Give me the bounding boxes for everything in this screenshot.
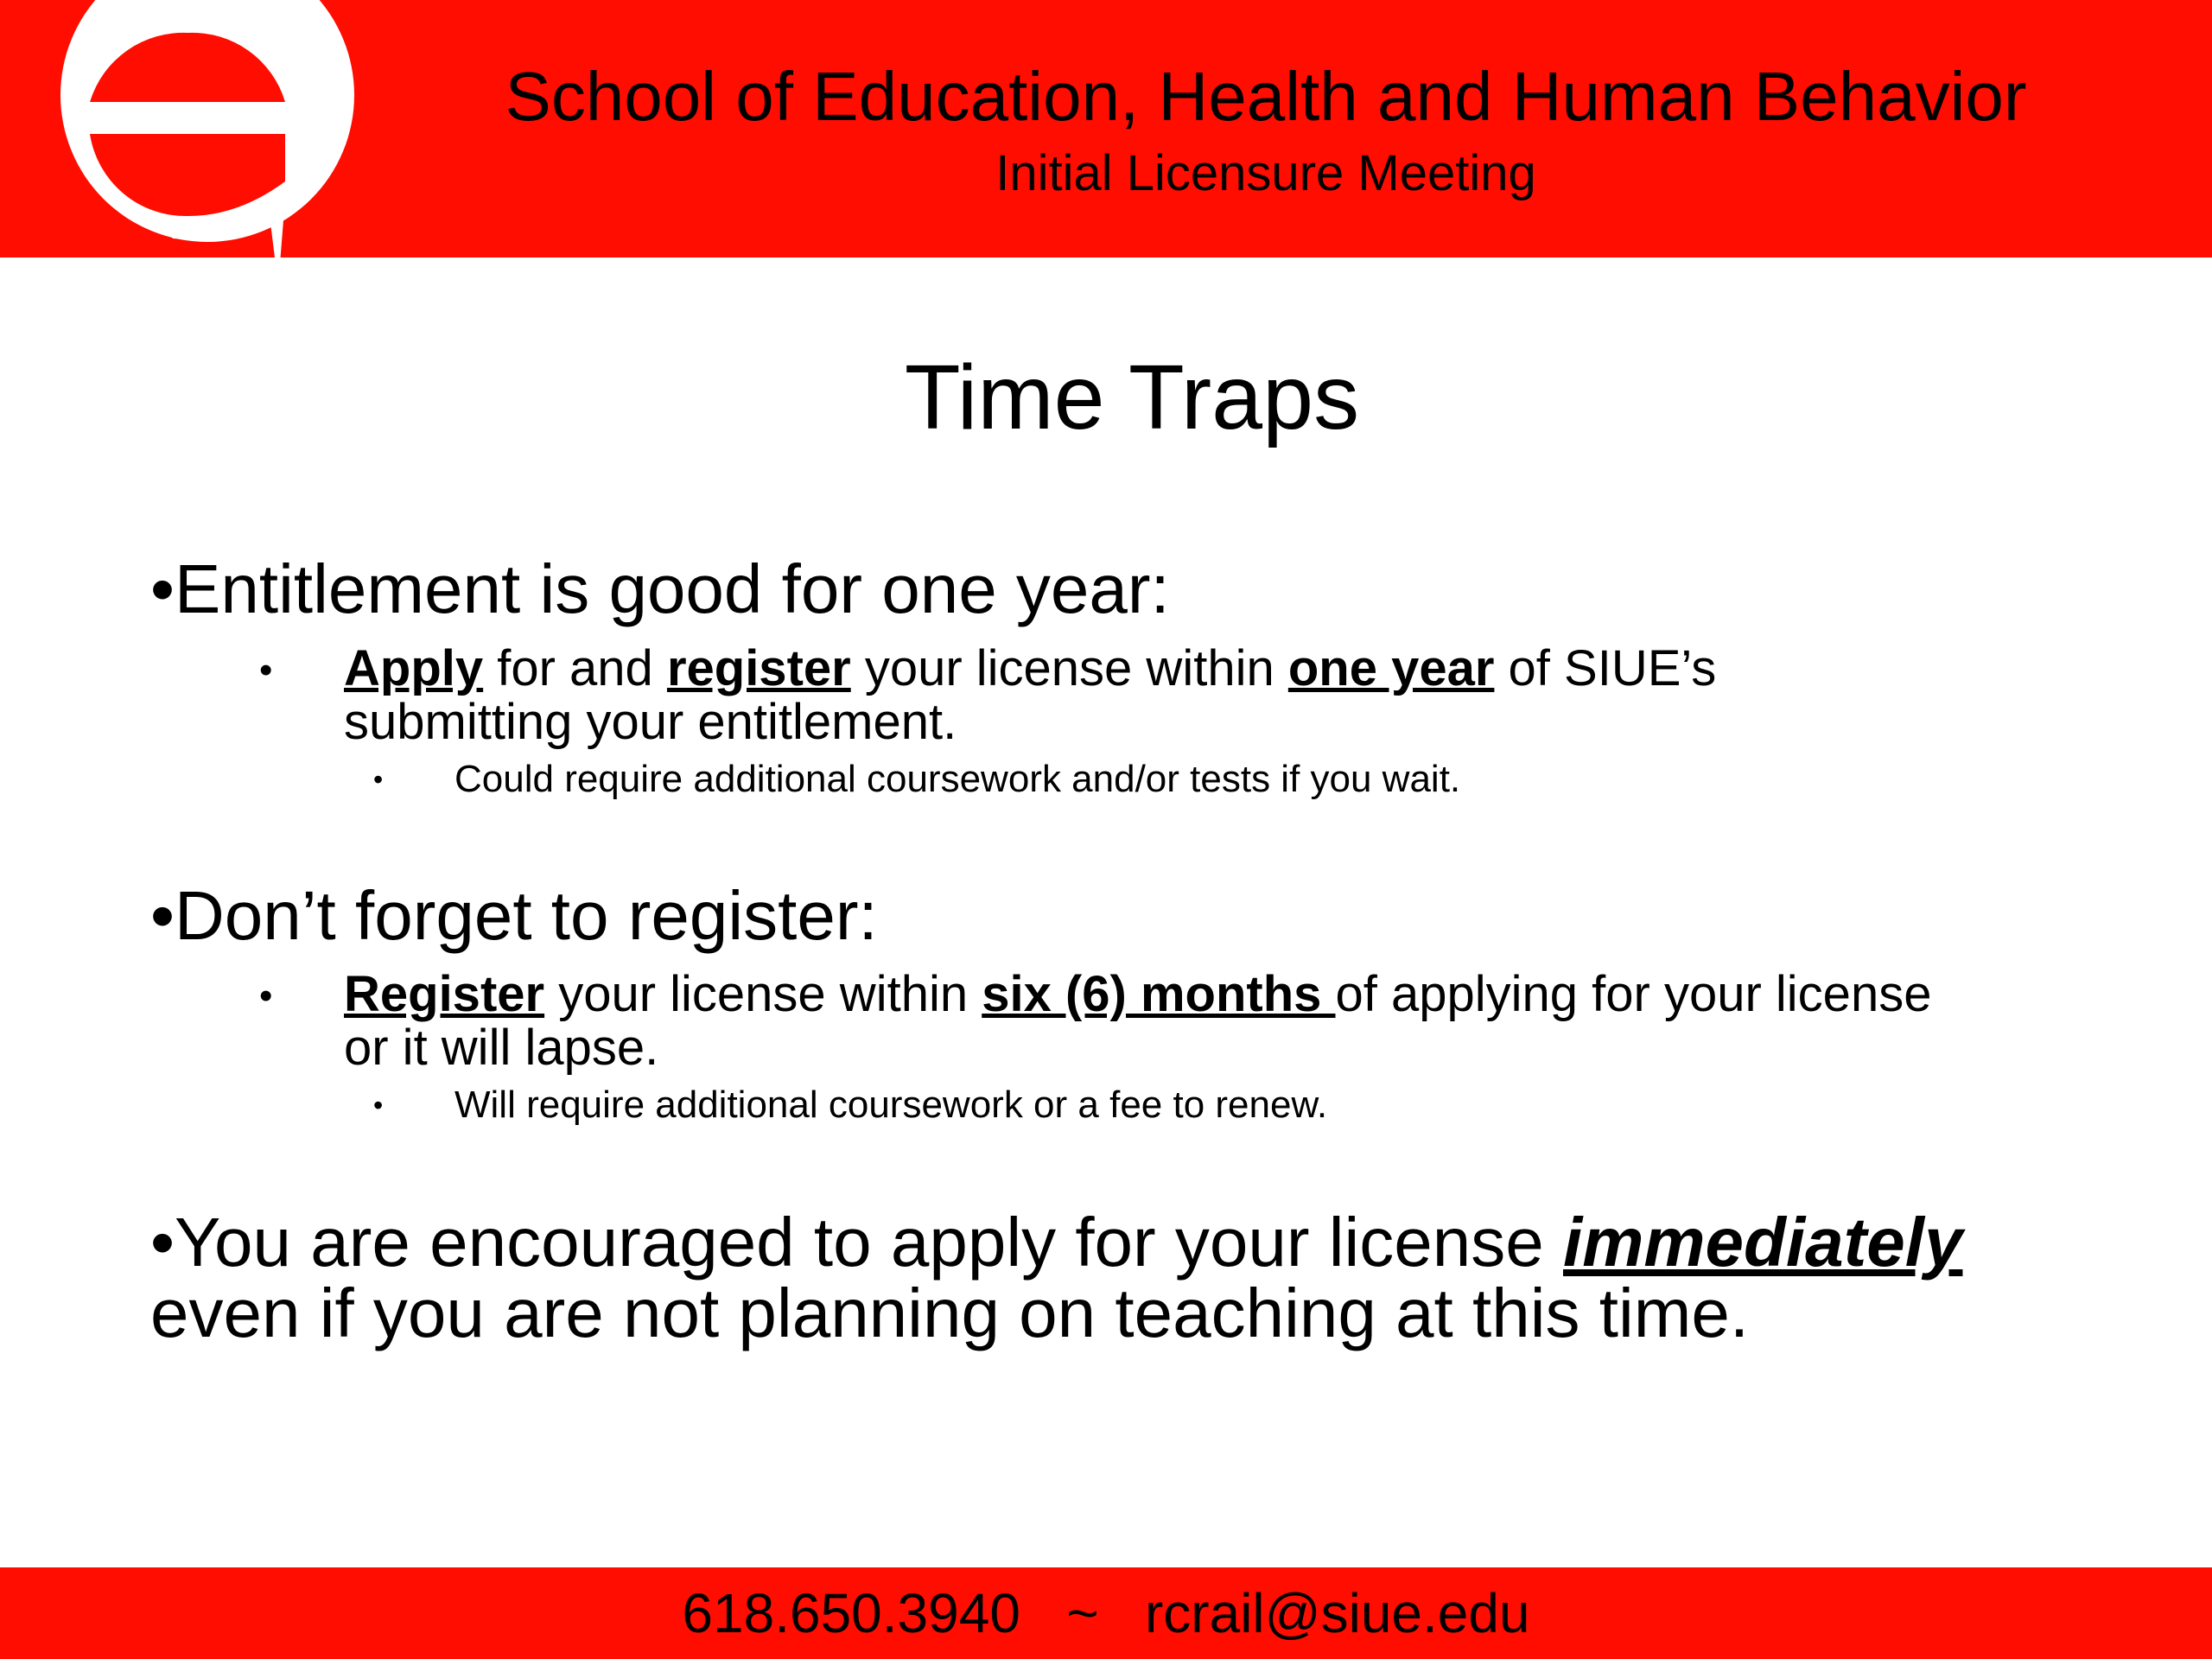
bullet-apply-immediately-line2: even if you are not planning on teaching at this time. — [150, 1274, 1750, 1351]
slide-title: Time Traps — [904, 346, 1360, 448]
contact-footer — [0, 1567, 2212, 1659]
bullet-text: Don’t forget to register: — [175, 877, 878, 954]
sub-bullet-register-line2: or it will lapse. — [344, 1020, 659, 1076]
sub-sub-bullet-marker: • — [373, 1090, 384, 1121]
text-fragment: of applying for your license — [1335, 966, 1932, 1022]
text-fragment: You are encouraged to apply for your license — [175, 1204, 1564, 1281]
bullet-marker: • — [150, 1204, 175, 1281]
bullet-marker: • — [150, 550, 175, 627]
bullet-marker: • — [150, 877, 175, 954]
bullet-apply-immediately — [150, 1206, 1962, 1279]
email-address: rcrail@siue.edu — [1144, 1582, 1530, 1644]
emphasis-immediately: immediately — [1563, 1204, 1963, 1281]
emphasis-apply: Apply — [344, 640, 484, 696]
text-fragment: for and — [483, 640, 667, 696]
sub-bullet-apply — [344, 642, 1716, 696]
emphasis-six-months: six (6) months — [982, 966, 1336, 1022]
emphasis-register: register — [666, 640, 851, 696]
separator: ~ — [1066, 1582, 1099, 1644]
school-name: School of Education, Health and Human Behavior — [505, 58, 2027, 135]
sub-bullet-marker: • — [259, 975, 273, 1017]
sub-bullet-apply-line2: submitting your entitlement. — [344, 694, 957, 750]
bullet-entitlement — [150, 550, 1170, 627]
phone-number: 618.650.3940 — [682, 1582, 1020, 1644]
text-fragment: of SIUE’s — [1494, 640, 1717, 696]
emphasis-register: Register — [344, 966, 545, 1022]
text-fragment: your license within — [850, 640, 1288, 696]
meeting-subtitle: Initial Licensure Meeting — [995, 145, 1536, 201]
text-fragment: your license within — [544, 966, 982, 1022]
letter-e-logo-icon — [0, 0, 363, 257]
bullet-text: Entitlement is good for one year: — [175, 550, 1170, 627]
slide-header-band — [0, 0, 2212, 257]
sub-bullet-register — [344, 968, 1931, 1021]
sub-bullet-marker: • — [259, 649, 273, 691]
sub-sub-bullet-marker: • — [373, 764, 384, 795]
emphasis-one-year: one year — [1287, 640, 1495, 696]
bullet-dont-forget — [150, 877, 878, 954]
note-coursework-fee: Will require additional coursework or a fee to renew. — [454, 1084, 1328, 1126]
note-coursework-tests: Could require additional coursework and/or tests if you wait. — [454, 758, 1461, 800]
